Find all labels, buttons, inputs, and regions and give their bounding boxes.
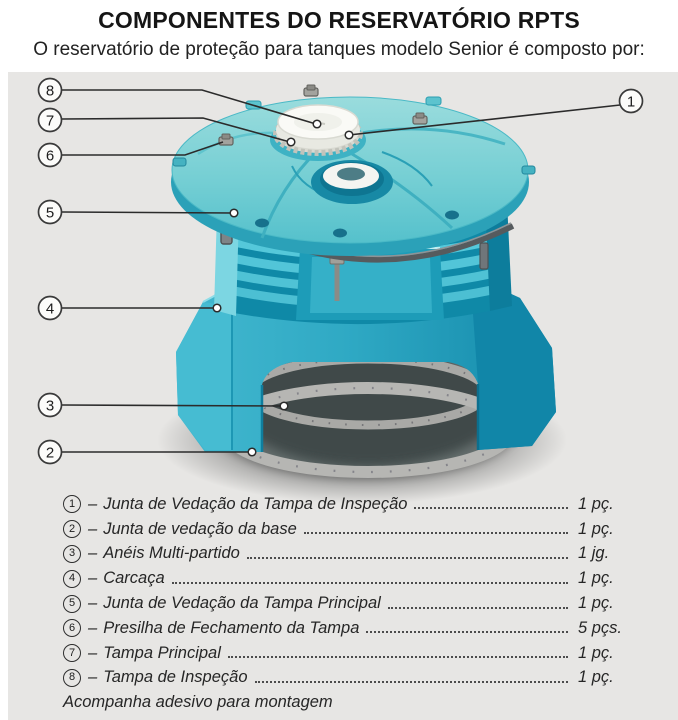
assembly-note: Acompanha adesivo para montagem (63, 693, 333, 711)
parts-list-row (63, 542, 640, 567)
callout-target-marker (213, 304, 221, 312)
dotted-leader (414, 507, 568, 509)
callout-number: 2 (45, 444, 55, 462)
dash-separator: – (88, 519, 98, 538)
dotted-leader (388, 607, 568, 609)
housing-right-facet (472, 288, 556, 450)
part-number-badge: 4 (63, 570, 81, 588)
parts-list-row (63, 666, 640, 691)
dash-separator: – (88, 643, 98, 662)
part-number-badge: 1 (63, 495, 81, 513)
callout-number: 3 (45, 397, 55, 415)
part-quantity: 5 pçs. (578, 618, 623, 637)
parts-list-row (63, 616, 640, 641)
part-number-badge: 6 (63, 619, 81, 637)
part-quantity: 1 pç. (578, 569, 614, 588)
parts-list (63, 492, 640, 690)
dash-separator: – (88, 569, 98, 588)
callout-target-marker (287, 138, 295, 146)
dash-separator: – (88, 544, 98, 563)
part-number-badge: 7 (63, 644, 81, 662)
dotted-leader (247, 557, 568, 559)
dotted-leader (228, 656, 568, 658)
parts-list-row (63, 641, 640, 666)
part-label: Junta de Vedação da Tampa de Inspeção (103, 494, 408, 513)
dotted-leader (172, 582, 568, 584)
callout-4 (39, 297, 221, 320)
callout-target-marker (280, 402, 288, 410)
part-label: Junta de vedação da base (103, 519, 297, 538)
callout-target-marker (345, 131, 353, 139)
callout-target-marker (230, 209, 238, 217)
clip-icon (304, 85, 318, 96)
part-number-badge: 3 (63, 545, 81, 563)
callout-number: 7 (45, 112, 55, 130)
page-subtitle: O reservatório de proteção para tanques modelo Senior é composto por: (33, 39, 645, 60)
part-label: Tampa Principal (103, 643, 221, 662)
part-label: Presilha de Fechamento da Tampa (103, 618, 360, 637)
dash-separator: – (88, 668, 98, 687)
part-number-badge: 8 (63, 669, 81, 687)
parts-list-row (63, 517, 640, 542)
parts-list-row (63, 492, 640, 517)
callout-number: 1 (626, 93, 636, 111)
callout-target-marker (248, 448, 256, 456)
dash-separator: – (88, 618, 98, 637)
part-label: Tampa de Inspeção (103, 668, 248, 687)
part-number-badge: 2 (63, 520, 81, 538)
parts-list-row (63, 591, 640, 616)
callout-number: 8 (45, 82, 55, 100)
callout-number: 4 (45, 300, 55, 318)
callout-number: 5 (45, 204, 55, 222)
part-label: Junta de Vedação da Tampa Principal (103, 594, 381, 613)
parts-list-row (63, 566, 640, 591)
callout-target-marker (313, 120, 321, 128)
part-label: Anéis Multi-partido (103, 544, 240, 563)
part-quantity: 1 pç. (578, 519, 614, 538)
page-title: COMPONENTES DO RESERVATÓRIO RPTS (98, 7, 580, 33)
dotted-leader (366, 631, 568, 633)
part-number-badge: 5 (63, 595, 81, 613)
part-quantity: 1 jg. (578, 544, 610, 563)
part-quantity: 1 pç. (578, 643, 614, 662)
part-label: Carcaça (103, 569, 165, 588)
part-quantity: 1 pç. (578, 668, 614, 687)
dotted-leader (255, 681, 568, 683)
part-quantity: 1 pç. (578, 594, 614, 613)
filler-neck (311, 160, 393, 204)
part-quantity: 1 pç. (578, 494, 614, 513)
hoop-hanging-clip (480, 243, 488, 269)
dotted-leader (304, 532, 568, 534)
dash-separator: – (88, 594, 98, 613)
callout-number: 6 (45, 147, 55, 165)
dash-separator: – (88, 494, 98, 513)
